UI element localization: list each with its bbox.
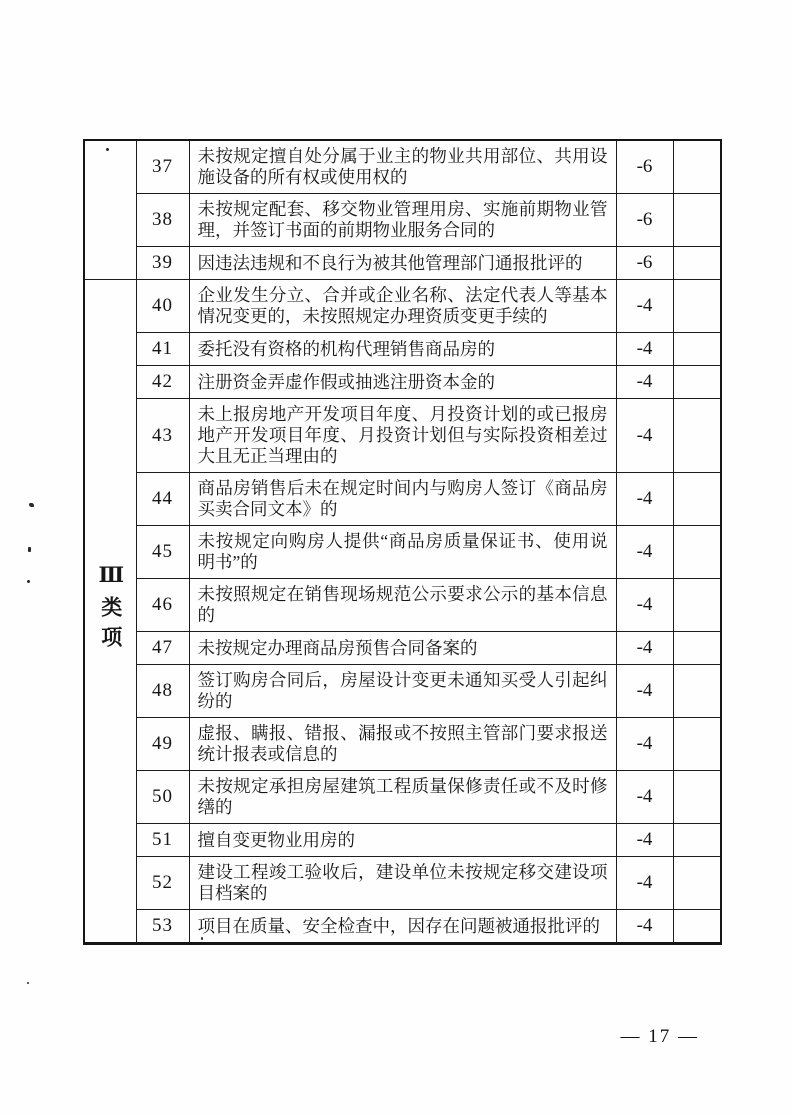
row-description-cell: 建设工程竣工验收后，建设单位未按规定移交建设项目档案的 [189,857,616,910]
score-table [83,139,722,945]
row-remark-cell [673,665,721,718]
table-row [84,194,721,247]
scan-speck [106,148,109,151]
scan-speck [201,937,203,940]
row-description-cell: 虚报、瞒报、错报、漏报或不按照主管部门要求报送统计报表或信息的 [189,718,616,771]
row-number-cell: 52 [136,857,189,910]
row-number-cell: 53 [136,910,189,944]
row-number-cell: 41 [136,333,189,366]
row-remark-cell [673,140,721,194]
row-remark-cell [673,333,721,366]
row-remark-cell [673,280,721,333]
row-description-cell: 项目在质量、安全检查中，因存在问题被通报批评的 [189,910,616,944]
row-score-cell: -4 [616,280,673,333]
row-number-cell: 42 [136,366,189,399]
scan-speck [29,503,34,507]
category-cell [84,140,136,280]
row-score-cell: -4 [616,857,673,910]
table-row [84,910,721,944]
row-number-cell: 46 [136,579,189,632]
row-remark-cell [673,194,721,247]
table-row [84,857,721,910]
row-remark-cell [673,526,721,579]
row-remark-cell [673,771,721,824]
row-number-cell: 43 [136,399,189,473]
row-score-cell: -4 [616,910,673,944]
score-table-body [84,140,721,944]
row-remark-cell [673,399,721,473]
row-number-cell: 45 [136,526,189,579]
row-score-cell: -4 [616,771,673,824]
table-row [84,824,721,857]
scan-speck [28,547,31,552]
row-score-cell: -4 [616,632,673,665]
row-number-cell: 38 [136,194,189,247]
row-description-cell: 因违法违规和不良行为被其他管理部门通报批评的 [189,247,616,280]
row-description-cell: 注册资金弄虚作假或抽逃注册资本金的 [189,366,616,399]
scan-speck [27,580,30,583]
table-row [84,399,721,473]
table-row [84,247,721,280]
row-description-cell: 未按规定配套、移交物业管理用房、实施前期物业管理，并签订书面的前期物业服务合同的 [189,194,616,247]
row-remark-cell [673,910,721,944]
table-row [84,771,721,824]
row-description-cell: 未按规定擅自处分属于业主的物业共用部位、共用设施设备的所有权或使用权的 [189,140,616,194]
row-score-cell: -4 [616,333,673,366]
scan-speck [27,982,29,984]
row-description-cell: 未按规定向购房人提供“商品房质量保证书、使用说明书”的 [189,526,616,579]
table-row [84,526,721,579]
row-score-cell: -4 [616,579,673,632]
row-number-cell: 40 [136,280,189,333]
category-label: Ⅲ类项 [98,561,123,656]
row-number-cell: 37 [136,140,189,194]
row-remark-cell [673,247,721,280]
table-row [84,579,721,632]
row-number-cell: 47 [136,632,189,665]
table-row [84,140,721,194]
row-description-cell: 签订购房合同后，房屋设计变更未通知买受人引起纠纷的 [189,665,616,718]
table-row [84,473,721,526]
row-remark-cell [673,718,721,771]
row-remark-cell [673,857,721,910]
row-score-cell: -4 [616,718,673,771]
table-row [84,280,721,333]
row-remark-cell [673,366,721,399]
row-description-cell: 企业发生分立、合并或企业名称、法定代表人等基本情况变更的，未按照规定办理资质变更手续的 [189,280,616,333]
row-remark-cell [673,824,721,857]
row-remark-cell [673,579,721,632]
row-number-cell: 44 [136,473,189,526]
row-score-cell: -6 [616,140,673,194]
table-row [84,718,721,771]
row-description-cell: 未按照规定在销售现场规范公示要求公示的基本信息的 [189,579,616,632]
row-description-cell: 未按规定承担房屋建筑工程质量保修责任或不及时修缮的 [189,771,616,824]
row-score-cell: -4 [616,366,673,399]
row-score-cell: -4 [616,526,673,579]
row-description-cell: 商品房销售后未在规定时间内与购房人签订《商品房买卖合同文本》的 [189,473,616,526]
row-number-cell: 51 [136,824,189,857]
table-row [84,665,721,718]
row-remark-cell [673,632,721,665]
table-row [84,333,721,366]
row-number-cell: 39 [136,247,189,280]
category-cell [84,280,136,944]
row-score-cell: -6 [616,247,673,280]
row-score-cell: -4 [616,665,673,718]
page-number: — 17 — [620,1026,699,1047]
row-score-cell: -4 [616,399,673,473]
row-description-cell: 委托没有资格的机构代理销售商品房的 [189,333,616,366]
row-number-cell: 48 [136,665,189,718]
row-remark-cell [673,473,721,526]
row-score-cell: -4 [616,473,673,526]
row-number-cell: 50 [136,771,189,824]
table-row [84,366,721,399]
row-description-cell: 未按规定办理商品房预售合同备案的 [189,632,616,665]
row-score-cell: -6 [616,194,673,247]
table-row [84,632,721,665]
row-description-cell: 擅自变更物业用房的 [189,824,616,857]
row-number-cell: 49 [136,718,189,771]
row-description-cell: 未上报房地产开发项目年度、月投资计划的或已报房地产开发项目年度、月投资计划但与实际投资相差过大且无正当理由的 [189,399,616,473]
row-score-cell: -4 [616,824,673,857]
